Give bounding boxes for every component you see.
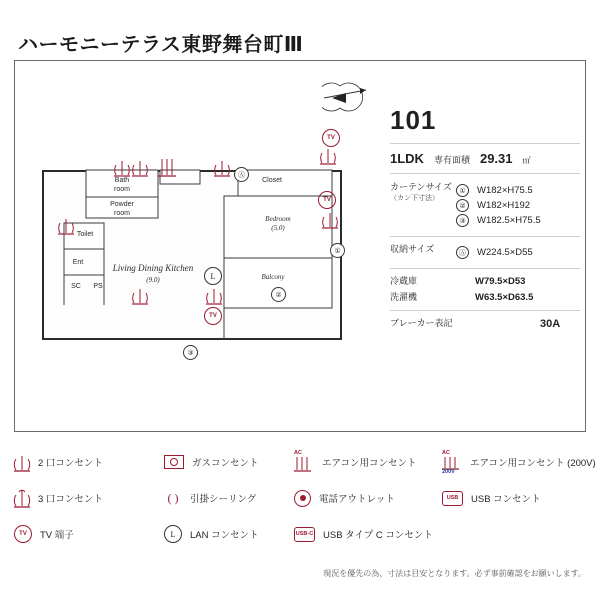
curtain-item-3 bbox=[456, 214, 541, 227]
telephone-outlet-icon bbox=[294, 490, 311, 507]
layout-area-row bbox=[390, 151, 580, 166]
divider bbox=[390, 310, 580, 311]
legend-item-ac-outlet-200v bbox=[442, 450, 596, 475]
plan-marker-3: ③ bbox=[183, 345, 198, 360]
legend-item-usb-c-outlet bbox=[294, 527, 442, 542]
tv-terminal-icon: TV bbox=[14, 525, 32, 543]
spec-washer bbox=[390, 292, 580, 304]
spec-fridge bbox=[390, 276, 580, 288]
legend-label-usb-outlet: USB コンセント bbox=[471, 494, 541, 505]
curtain-value-2: W182×H192 bbox=[477, 200, 531, 211]
spec-storage bbox=[390, 244, 580, 261]
room-label-balcony: Balcony bbox=[261, 273, 285, 281]
divider bbox=[390, 173, 580, 174]
legend-item-usb-outlet bbox=[442, 491, 586, 506]
legend-label-outlet-2: 2 口コンセント bbox=[38, 458, 103, 469]
plan-lan-outlet: L bbox=[204, 267, 222, 285]
usb-outlet-icon: USB bbox=[442, 491, 463, 506]
plan-tv-terminal-upper: TV bbox=[322, 129, 340, 147]
plan-ac-outlet bbox=[158, 157, 176, 182]
washer-value: W63.5×D63.5 bbox=[475, 291, 534, 303]
legend-label-ac-outlet-200v: エアコン用コンセント (200V) bbox=[470, 458, 596, 469]
legend-item-ceiling-hook bbox=[164, 491, 294, 505]
plan-outlet-upper bbox=[320, 147, 336, 170]
spec-curtain bbox=[390, 182, 580, 229]
room-label-shoe-closet: SC bbox=[71, 283, 81, 290]
curtain-mark-3: ③ bbox=[456, 214, 469, 227]
curtain-mark-1: ① bbox=[456, 184, 469, 197]
storage-mark-a: Ⓐ bbox=[456, 246, 469, 259]
lan-outlet-icon: L bbox=[164, 525, 182, 543]
ac-outlet-200v-icon: AC 200V bbox=[442, 450, 455, 475]
room-label-ldk: Living Dining Kitchen (9.0) bbox=[112, 263, 194, 285]
floor-plan bbox=[28, 115, 358, 365]
plan-marker-1: ① bbox=[330, 243, 345, 258]
legend-item-telephone-outlet bbox=[294, 490, 442, 507]
plan-outlet-b bbox=[132, 159, 148, 182]
legend-label-tv-terminal: TV 端子 bbox=[40, 530, 74, 541]
room-label-pipe-space: PS bbox=[93, 283, 103, 290]
outlet-2-icon bbox=[14, 454, 30, 470]
area-label: 専有面積 bbox=[433, 155, 470, 165]
legend-label-ac-outlet: エアコン用コンセント bbox=[322, 458, 417, 469]
disclaimer-note: 現況を優先の為、寸法は目安となります。必ず事前確認をお願いします。 bbox=[323, 569, 586, 578]
area-value: 29.31 bbox=[479, 151, 513, 166]
plan-outlet-a bbox=[114, 159, 130, 182]
plan-outlet-e bbox=[58, 217, 74, 240]
outlet-3-icon bbox=[14, 490, 30, 506]
legend-label-usb-c-outlet: USB タイプ C コンセント bbox=[323, 530, 433, 541]
plan-tv-terminal-bedroom: TV bbox=[318, 191, 336, 209]
area-unit: ㎡ bbox=[522, 156, 531, 165]
plan-outlet-d bbox=[322, 211, 338, 234]
legend-item-outlet-2 bbox=[14, 454, 164, 470]
divider bbox=[390, 236, 580, 237]
layout-type: 1LDK bbox=[390, 151, 424, 166]
fridge-value: W79.5×D53 bbox=[475, 276, 526, 287]
plan-tv-terminal: TV bbox=[204, 307, 222, 325]
unit-number: 101 bbox=[390, 105, 437, 135]
legend-label-ceiling-hook: 引掛シーリング bbox=[190, 494, 257, 505]
storage-value-a: W224.5×D55 bbox=[477, 247, 533, 258]
breaker-value: 30A bbox=[540, 318, 561, 331]
room-label-toilet: Toilet bbox=[76, 231, 94, 238]
curtain-value-3: W182.5×H75.5 bbox=[477, 215, 541, 226]
plan-outlet-f bbox=[132, 287, 148, 310]
compass-icon bbox=[322, 82, 368, 112]
breaker-label: ブレーカー表記 bbox=[390, 318, 453, 329]
curtain-item-1 bbox=[456, 184, 541, 197]
divider bbox=[390, 268, 580, 269]
plan-walls bbox=[28, 115, 358, 365]
plan-marker-a: Ⓐ bbox=[234, 167, 249, 182]
unit-info-panel bbox=[390, 105, 580, 334]
curtain-value-1: W182×H75.5 bbox=[477, 185, 533, 196]
room-label-powder: Powder room bbox=[110, 201, 134, 217]
plan-marker-2: ② bbox=[271, 287, 286, 302]
plan-outlet-c bbox=[214, 159, 230, 182]
room-label-bath: Bath room bbox=[114, 177, 130, 193]
storage-item-1 bbox=[456, 246, 533, 259]
divider bbox=[390, 143, 580, 144]
usb-c-outlet-icon: USB-C bbox=[294, 527, 315, 542]
legend-item-gas-outlet bbox=[164, 455, 294, 469]
room-label-bedroom: Bedroom (5.0) bbox=[265, 215, 291, 232]
legend bbox=[14, 444, 596, 556]
washer-label: 洗濯機 bbox=[390, 291, 418, 302]
legend-item-outlet-3 bbox=[14, 490, 164, 506]
legend-label-gas-outlet: ガスコンセント bbox=[192, 458, 259, 469]
curtain-item-2 bbox=[456, 199, 541, 212]
spec-storage-label: 収納サイズ bbox=[390, 244, 435, 254]
spec-curtain-label: カーテンサイズ （カン下寸法） bbox=[390, 182, 452, 202]
legend-item-lan-outlet bbox=[164, 525, 294, 543]
legend-label-lan-outlet: LAN コンセント bbox=[190, 530, 259, 541]
page-title: ハーモニーテラス東野舞台町Ⅲ bbox=[18, 34, 304, 56]
room-label-closet: Closet bbox=[262, 177, 282, 184]
legend-label-telephone-outlet: 電話アウトレット bbox=[319, 494, 395, 505]
spec-list bbox=[390, 182, 580, 330]
spec-breaker bbox=[390, 318, 580, 330]
legend-item-ac-outlet bbox=[294, 450, 442, 471]
ceiling-hook-icon: ( ) bbox=[167, 490, 179, 505]
curtain-mark-2: ② bbox=[456, 199, 469, 212]
ac-outlet-icon: AC bbox=[294, 450, 302, 456]
room-label-entrance: Ent bbox=[72, 259, 84, 266]
gas-outlet-icon bbox=[164, 455, 184, 469]
fridge-label: 冷蔵庫 bbox=[390, 276, 418, 286]
legend-item-tv-terminal bbox=[14, 525, 164, 543]
legend-label-outlet-3: 3 口コンセント bbox=[38, 494, 103, 505]
